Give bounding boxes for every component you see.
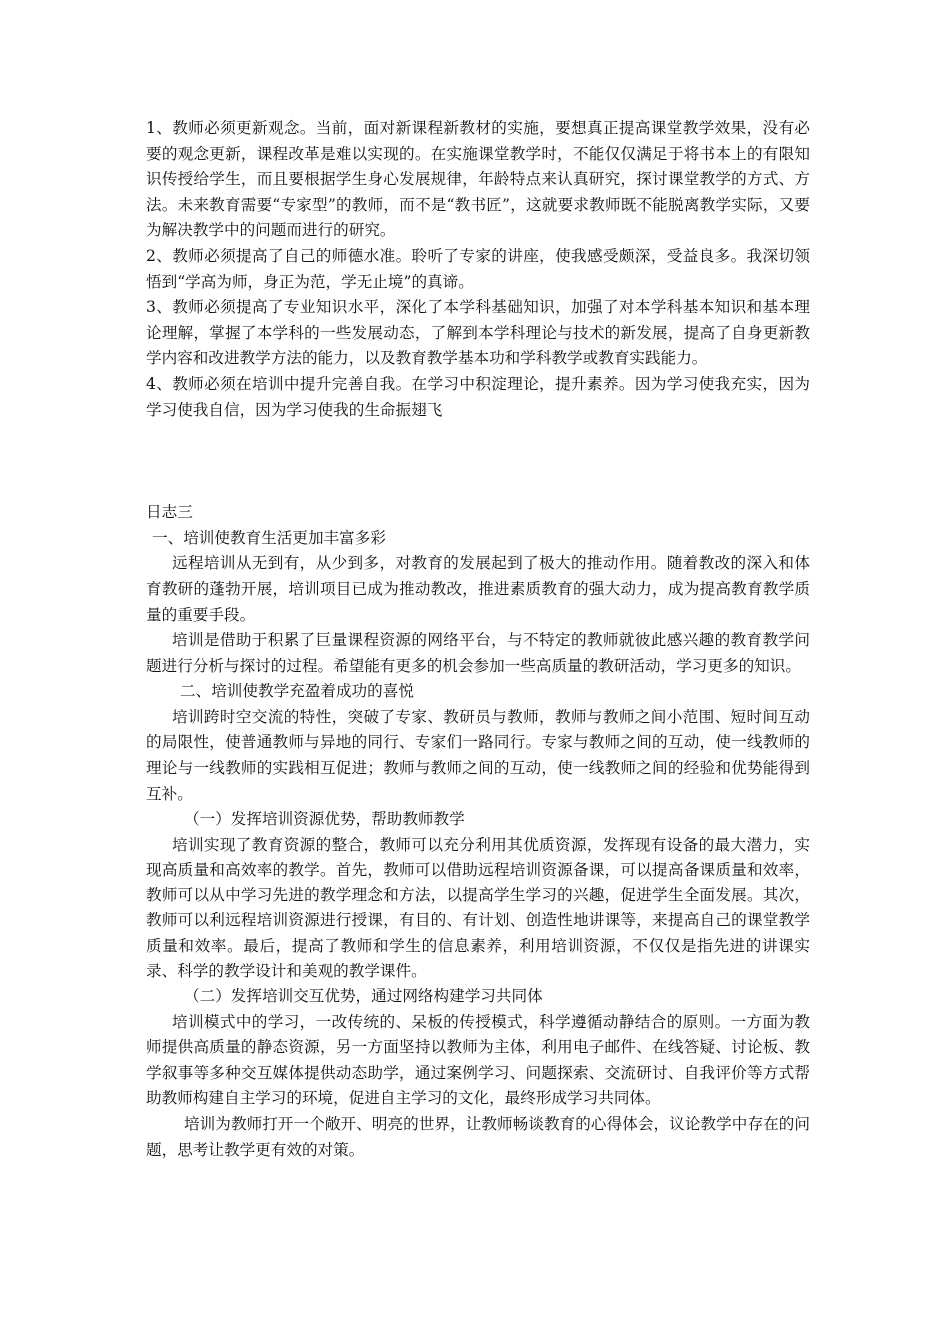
paragraph-resource-integration: 培训实现了教育资源的整合，教师可以充分利用其优质资源，发挥现有设备的最大潜力，实现高质量和高效率的教学。首先，教师可以借助远程培训资源备课，可以提高备课质量和效率，教师可以从中学习先进的教学理念和方法，以提高学生学习的兴趣，促进学生全面发展。其次，教师可以利远程培训资源进行授课，有目的、有计划、创造性地讲课等，来提高自己的课堂教学质量和效率。最后，提高了教师和学生的信息素养，利用培训资源，不仅仅是指先进的讲课实录、科学的教学设计和美观的教学课件。 xyxy=(146,835,810,980)
log-title: 日志三 xyxy=(146,503,193,522)
paragraph-open-world: 培训为教师打开一个敞开、明亮的世界，让教师畅谈教育的心得体会，议论教学中存在的问题，思考让教学更有效的对策。 xyxy=(146,1115,810,1159)
heading-two: 二、培训使教学充盈着成功的喜悦 xyxy=(180,682,414,701)
paragraph-learning-mode: 培训模式中的学习，一改传统的、呆板的传授模式，科学遵循动静结合的原则。一方面为教师提供高质量的静态资源，另一方面坚持以教师为主体，利用电子邮件、在线答疑、讨论板、教学叙事等多种交互媒体提供动态助学，通过案例学习、问题探索、交流研讨、自我评价等方式帮助教师构建自主学习的环境，促进自主学习的文化，最终形成学习共同体。 xyxy=(146,1012,810,1108)
subheading-two: （二）发挥培训交互优势，通过网络构建学习共同体 xyxy=(184,987,543,1006)
paragraph-item-4: 4、教师必须在培训中提升完善自我。在学习中积淀理论，提升素养。因为学习使我充实，因为学习使我自信，因为学习使我的生命振翅飞 xyxy=(146,374,810,419)
section-spacer xyxy=(146,423,810,500)
document-body xyxy=(146,116,810,1163)
heading-one: 一、培训使教育生活更加丰富多彩 xyxy=(152,528,386,547)
paragraph-cross-space: 培训跨时空交流的特性，突破了专家、教研员与教师，教师与教师之间小范围、短时间互动的局限性，使普通教师与异地的同行、专家们一路同行。专家与教师之间的互动，使一线教师的理论与一线教师的实践相互促进；教师与教师之间的互动，使一线教师之间的经验和优势能得到互补。 xyxy=(146,707,810,803)
subheading-one: （一）发挥培训资源优势，帮助教师教学 xyxy=(184,810,465,829)
paragraph-item-2: 2、教师必须提高了自己的师德水准。聆听了专家的讲座，使我感受颇深，受益良多。我深切领悟到“学高为师，身正为范，学无止境”的真谛。 xyxy=(146,246,810,291)
paragraph-item-1: 1、教师必须更新观念。当前，面对新课程新教材的实施，要想真正提高课堂教学效果，没有必要的观念更新，课程改革是难以实现的。在实施课堂教学时，不能仅仅满足于将书本上的有限知识传授给学生，而且要根据学生身心发展规律，年龄特点来认真研究，探讨课堂教学的方式、方法。未来教育需要“专家型”的教师，而不是“教书匠”，这就要求教师既不能脱离教学实际，又要为解决教学中的问题而进行的研究。 xyxy=(146,119,810,240)
paragraph-remote-training: 远程培训从无到有，从少到多，对教育的发展起到了极大的推动作用。随着教改的深入和体育教研的蓬勃开展，培训项目已成为推动教改，推进素质教育的强大动力，成为提高教育教学质量的重要手段。 xyxy=(146,554,810,624)
paragraph-item-3: 3、教师必须提高了专业知识水平，深化了本学科基础知识，加强了对本学科基本知识和基本理论理解，掌握了本学科的一些发展动态，了解到本学科理论与技术的新发展，提高了自身更新教学内容和改进教学方法的能力，以及教育教学基本功和学科教学或教育实践能力。 xyxy=(146,298,810,368)
paragraph-training-platform: 培训是借助于积累了巨量课程资源的网络平台，与不特定的教师就彼此感兴趣的教育教学问题进行分析与探讨的过程。希望能有更多的机会参加一些高质量的教研活动，学习更多的知识。 xyxy=(146,631,810,675)
